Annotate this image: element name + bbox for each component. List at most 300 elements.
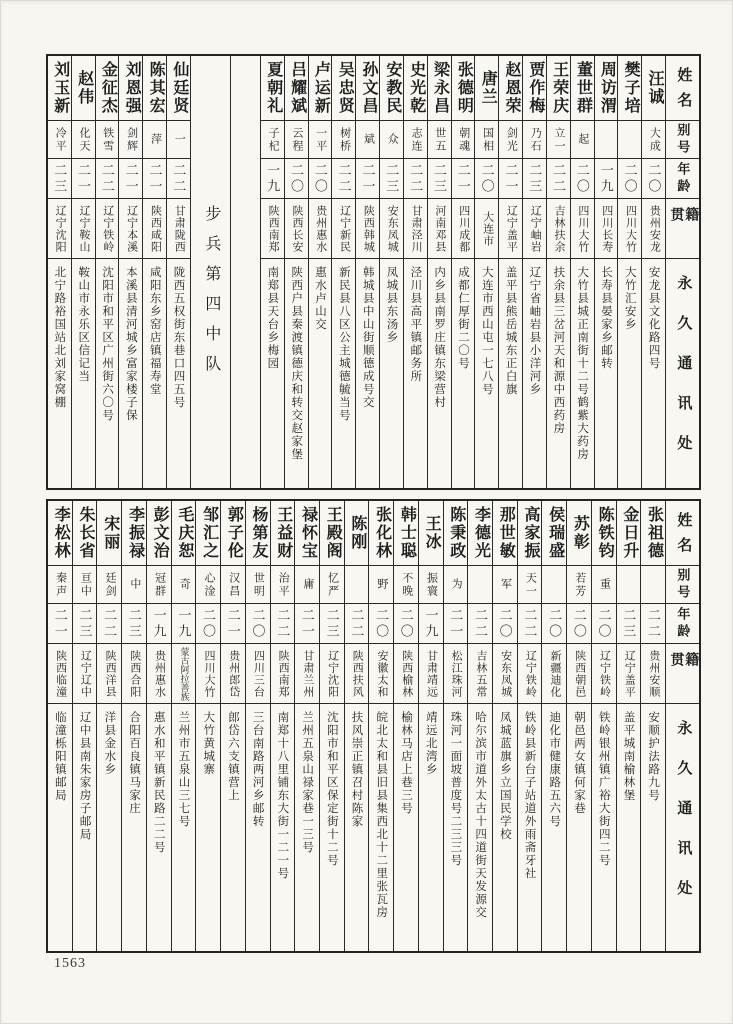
address-cell: 咸阳东乡窑店镇福寿堂 (143, 258, 166, 488)
address-cell: 北宁路裕国站北刘家窝棚 (48, 258, 71, 488)
age-cell: 二一 (221, 603, 245, 643)
hao-cell: 中 (122, 565, 146, 603)
age-cell: 一九 (419, 603, 443, 643)
age-cell: 二三 (320, 603, 344, 643)
name-cell: 吴忠贤 (336, 61, 354, 115)
age-cell: 二二 (96, 158, 119, 198)
native-cell: 辽宁岫岩 (523, 198, 546, 258)
header-native: 籍贯 (666, 643, 699, 703)
name-cell: 梁永昌 (431, 61, 449, 115)
roster-table-top (46, 54, 701, 490)
roster-column (393, 501, 418, 951)
address-cell: 大连市西山屯一七八号 (475, 258, 498, 488)
native-cell: 四川成都 (452, 198, 475, 258)
address-cell: 惠水卢山交 (309, 258, 332, 488)
native-cell: 蒙古阿拉善族 (172, 643, 196, 703)
name-cell: 那世敏 (497, 506, 515, 560)
header-column (665, 501, 699, 951)
age-cell: 二三 (73, 603, 97, 643)
age-cell: 二一 (295, 603, 319, 643)
native-cell: 新疆迪化 (542, 643, 566, 703)
name-cell: 王荣庆 (550, 61, 568, 115)
roster-column (48, 501, 72, 951)
age-cell: 一九 (595, 158, 618, 198)
address-cell: 郎岱六支镇营上 (221, 703, 245, 951)
age-cell: 二三 (617, 603, 641, 643)
address-cell: 内乡县南罗庄镇东梁营村 (428, 258, 451, 488)
hao-cell: 治平 (271, 565, 295, 603)
roster-column (146, 501, 171, 951)
native-cell: 贵州惠水 (147, 643, 171, 703)
hao-cell: 冠群 (147, 565, 171, 603)
name-cell: 金征杰 (99, 61, 117, 115)
hao-cell (595, 120, 618, 158)
name-cell: 邹汇之 (200, 506, 218, 560)
address-cell: 迪化市健康路五六号 (542, 703, 566, 951)
name-cell: 刘恩强 (123, 61, 141, 115)
address-cell: 成都仁厚街二〇号 (452, 258, 475, 488)
roster-column (166, 56, 190, 488)
native-cell: 辽宁铁岭 (96, 198, 119, 258)
hao-cell: 化天 (72, 120, 95, 158)
age-cell: 二〇 (369, 603, 393, 643)
name-cell: 安教民 (383, 61, 401, 115)
age-cell: 一九 (261, 158, 284, 198)
address-cell: 榆林马店上巷三号 (394, 703, 418, 951)
native-cell: 四川大竹 (618, 198, 641, 258)
hao-cell: 众 (380, 120, 403, 158)
name-cell: 彭文治 (151, 506, 169, 560)
hao-cell: 汉昌 (221, 565, 245, 603)
section-title: 步兵第四中队 (202, 205, 220, 385)
address-cell: 大竹县城正南街十二号鹤紫大药房 (571, 258, 594, 488)
native-cell: 陕西临潼 (48, 643, 72, 703)
header-name: 姓名 (675, 512, 692, 562)
hao-cell: 志连 (404, 120, 427, 158)
age-cell: 二〇 (642, 158, 665, 198)
native-cell: 甘肃兰州 (295, 643, 319, 703)
address-cell: 泾川县高平镇邮务所 (404, 258, 427, 488)
age-cell: 二三 (523, 158, 546, 198)
roster-column (641, 56, 665, 488)
header-address: 永久通讯处 (666, 703, 699, 951)
roster-table-bottom (46, 499, 701, 953)
name-cell: 宋丽 (101, 515, 119, 551)
age-cell: 二〇 (309, 158, 332, 198)
hao-cell: 不晚 (394, 565, 418, 603)
roster-column (344, 501, 369, 951)
age-cell: 二一 (452, 158, 475, 198)
name-cell: 周访渭 (598, 61, 616, 115)
roster-column (245, 501, 270, 951)
name-cell: 李德光 (472, 506, 490, 560)
age-cell: 二〇 (592, 603, 616, 643)
hao-cell (641, 565, 665, 603)
name-cell: 贾作梅 (526, 61, 544, 115)
native-cell: 河南邓县 (428, 198, 451, 258)
name-cell: 唐兰 (479, 70, 497, 106)
hao-cell: 若芳 (567, 565, 591, 603)
hao-cell: 一 (167, 120, 190, 158)
page-number: 1563 (54, 956, 86, 971)
address-cell: 新民县八区公主城德毓当号 (332, 258, 355, 488)
name-cell: 刘玉新 (51, 61, 69, 115)
native-cell: 吉林五常 (468, 643, 492, 703)
address-cell: 南郑县天台乡梅园 (261, 258, 284, 488)
name-cell: 孙文昌 (360, 61, 378, 115)
roster-column (594, 56, 618, 488)
native-cell: 陕西南郑 (271, 643, 295, 703)
name-cell: 毛庆恕 (175, 506, 193, 560)
header-age: 年龄 (666, 603, 699, 643)
roster-column (591, 501, 616, 951)
address-cell: 临潼栎阳镇邮局 (48, 703, 72, 951)
age-cell: 二〇 (475, 158, 498, 198)
hao-cell: 野 (369, 565, 393, 603)
hao-cell: 剑辉 (119, 120, 142, 158)
native-cell: 辽宁盖平 (617, 643, 641, 703)
hao-cell: 大成 (642, 120, 665, 158)
name-cell: 金日升 (620, 506, 638, 560)
name-cell: 夏朝礼 (264, 61, 282, 115)
native-cell: 陕西合阳 (122, 643, 146, 703)
hao-cell: 萍 (143, 120, 166, 158)
address-cell: 铁岭县新台子站道外雨斋牙社 (518, 703, 542, 951)
hao-cell: 重 (592, 565, 616, 603)
hao-cell: 世明 (246, 565, 270, 603)
hao-cell: 亘中 (73, 565, 97, 603)
hao-cell: 冷平 (48, 120, 71, 158)
native-cell: 陕西洋县 (97, 643, 121, 703)
name-cell: 侯瑞盛 (546, 506, 564, 560)
header-name: 姓名 (675, 67, 692, 117)
roster-column (403, 56, 427, 488)
roster-column (142, 56, 166, 488)
address-cell: 安龙县文化路四号 (642, 258, 665, 488)
native-cell: 陕西扶风 (345, 643, 369, 703)
address-cell: 安顺护法路九号 (641, 703, 665, 951)
native-cell: 安东凤城 (493, 643, 517, 703)
hao-cell: 云程 (285, 120, 308, 158)
header-native: 籍贯 (666, 198, 699, 258)
address-cell: 鞍山市永乐区信记当 (72, 258, 95, 488)
hao-cell: 世五 (428, 120, 451, 158)
native-cell: 辽宁盖平 (499, 198, 522, 258)
address-cell: 兰州五泉山禄家巷一三号 (295, 703, 319, 951)
age-cell: 二二 (641, 603, 665, 643)
age-cell: 二二 (97, 603, 121, 643)
age-cell: 二二 (271, 603, 295, 643)
name-cell: 陈铁钧 (596, 506, 614, 560)
native-cell: 辽宁沈阳 (48, 198, 71, 258)
roster-column (71, 56, 95, 488)
roster-column (418, 501, 443, 951)
address-cell: 凤城县东汤乡 (380, 258, 403, 488)
address-cell: 皖北太和县旧县集西北十二里张瓦房 (369, 703, 393, 951)
name-cell: 张祖德 (645, 506, 663, 560)
hao-cell: 奇 (172, 565, 196, 603)
roster-column (617, 56, 641, 488)
native-cell: 陕西朝邑 (567, 643, 591, 703)
hao-cell: 剑光 (499, 120, 522, 158)
address-cell: 长寿县晏家乡邮转 (595, 258, 618, 488)
hao-cell: 立一 (547, 120, 570, 158)
hao-cell: 一平 (309, 120, 332, 158)
age-cell: 二一 (48, 603, 72, 643)
roster-column (270, 501, 295, 951)
address-cell: 南郑十八里铺东大街一二一号 (271, 703, 295, 951)
native-cell: 辽宁辽中 (73, 643, 97, 703)
hao-cell (468, 565, 492, 603)
native-cell: 陕西韩城 (356, 198, 379, 258)
age-cell: 二〇 (246, 603, 270, 643)
native-cell: 辽宁鞍山 (72, 198, 95, 258)
address-cell: 大竹汇安乡 (618, 258, 641, 488)
roster-column (171, 501, 196, 951)
age-cell: 二二 (547, 158, 570, 198)
age-cell: 二〇 (394, 603, 418, 643)
name-cell: 赵恩荣 (503, 61, 521, 115)
header-age: 年龄 (666, 158, 699, 198)
roster-column (451, 56, 475, 488)
hao-cell: 军 (493, 565, 517, 603)
address-cell: 大竹黄城寨 (196, 703, 220, 951)
roster-column (195, 501, 220, 951)
age-cell: 二三 (380, 158, 403, 198)
address-cell: 惠水和平镇新民路二二号 (147, 703, 171, 951)
hao-cell: 乃石 (523, 120, 546, 158)
native-cell: 安东凤城 (380, 198, 403, 258)
age-cell: 一九 (147, 603, 171, 643)
native-cell: 安徽太和 (369, 643, 393, 703)
hao-cell: 秦声 (48, 565, 72, 603)
name-cell: 王益财 (274, 506, 292, 560)
roster-column (260, 56, 284, 488)
roster-column (220, 501, 245, 951)
name-cell: 苏彰 (571, 515, 589, 551)
native-cell: 贵州惠水 (309, 198, 332, 258)
name-cell: 禄怀宝 (299, 506, 317, 560)
hao-cell: 振寰 (419, 565, 443, 603)
hao-cell: 忆严 (320, 565, 344, 603)
hao-cell: 铁雪 (96, 120, 119, 158)
address-cell: 合阳百良镇马家庄 (122, 703, 146, 951)
address-cell: 哈尔滨市道外太古十四道街天发源交 (468, 703, 492, 951)
address-cell: 沈阳市和平区保定街十二号 (320, 703, 344, 951)
native-cell: 贵州郎岱 (221, 643, 245, 703)
roster-column (118, 56, 142, 488)
address-cell: 珠河一面坡普度号二三三号 (444, 703, 468, 951)
native-cell: 贵州安顺 (641, 643, 665, 703)
name-cell: 卢运新 (312, 61, 330, 115)
roster-column (566, 501, 591, 951)
hao-cell: 起 (571, 120, 594, 158)
roster-column (48, 56, 71, 488)
address-cell: 扶风崇正镇召村陈家 (345, 703, 369, 951)
hao-cell (618, 120, 641, 158)
age-cell: 二〇 (542, 603, 566, 643)
roster-column (522, 56, 546, 488)
age-cell: 二三 (428, 158, 451, 198)
name-cell: 陈刚 (348, 515, 366, 551)
hao-cell: 为 (444, 565, 468, 603)
name-cell: 仙廷贤 (170, 61, 188, 115)
age-cell: 二二 (404, 158, 427, 198)
age-cell: 一九 (172, 603, 196, 643)
roster-column (95, 56, 119, 488)
age-cell: 二一 (444, 603, 468, 643)
age-cell: 二〇 (571, 158, 594, 198)
address-cell: 兰州市五泉山三七号 (172, 703, 196, 951)
native-cell: 松江珠河 (444, 643, 468, 703)
header-address: 永久通讯处 (666, 258, 699, 488)
hao-cell: 心淦 (196, 565, 220, 603)
name-cell: 樊子培 (622, 61, 640, 115)
native-cell: 四川长寿 (595, 198, 618, 258)
native-cell: 陕西长安 (285, 198, 308, 258)
native-cell: 辽宁铁岭 (592, 643, 616, 703)
native-cell: 辽宁沈阳 (320, 643, 344, 703)
address-cell: 朝邑两女镇何家巷 (567, 703, 591, 951)
name-cell: 韩士聪 (398, 506, 416, 560)
address-cell: 陇西五权街东巷口四五号 (167, 258, 190, 488)
hao-cell: 国相 (475, 120, 498, 158)
native-cell: 陕西榆林 (394, 643, 418, 703)
name-cell: 董世群 (574, 61, 592, 115)
roster-column (546, 56, 570, 488)
roster-column (96, 501, 121, 951)
name-cell: 朱长省 (77, 506, 95, 560)
native-cell: 大连市 (475, 198, 498, 258)
spacer-cell (231, 56, 260, 488)
address-cell: 辽中县南朱家房子邮局 (73, 703, 97, 951)
hao-cell: 子杞 (261, 120, 284, 158)
name-cell: 张德明 (455, 61, 473, 115)
address-cell: 韩城县中山街顺德成号交 (356, 258, 379, 488)
address-cell: 扶余县三岔河天和源中西药房 (547, 258, 570, 488)
name-cell: 陈其宏 (147, 61, 165, 115)
native-cell: 四川大竹 (196, 643, 220, 703)
age-cell: 二一 (356, 158, 379, 198)
header-hao: 别号 (666, 565, 699, 603)
name-cell: 史光乾 (407, 61, 425, 115)
age-cell: 二〇 (196, 603, 220, 643)
address-cell: 靖远北湾乡 (419, 703, 443, 951)
name-cell: 王冰 (423, 515, 441, 551)
roster-column (379, 56, 403, 488)
roster-column (570, 56, 594, 488)
native-cell: 甘肃靖远 (419, 643, 443, 703)
roster-column (121, 501, 146, 951)
roster-column (541, 501, 566, 951)
address-cell: 本溪县清河城乡富家楼子保 (119, 258, 142, 488)
address-cell: 三台南路两河乡邮转 (246, 703, 270, 951)
roster-column (368, 501, 393, 951)
roster-column (517, 501, 542, 951)
age-cell: 二〇 (618, 158, 641, 198)
address-cell: 沈阳市和平区广州街六〇号 (96, 258, 119, 488)
address-cell: 铁岭银州镇广裕大街四二号 (592, 703, 616, 951)
hao-cell (345, 565, 369, 603)
age-cell: 二一 (143, 158, 166, 198)
roster-column (492, 501, 517, 951)
native-cell: 陕西咸阳 (143, 198, 166, 258)
native-cell: 吉林扶余 (547, 198, 570, 258)
roster-column (355, 56, 379, 488)
hao-cell: 廷剑 (97, 565, 121, 603)
hao-cell: 朝魂 (452, 120, 475, 158)
name-cell: 吕耀斌 (288, 61, 306, 115)
native-cell: 四川三台 (246, 643, 270, 703)
roster-column (467, 501, 492, 951)
name-cell: 赵伟 (75, 70, 93, 106)
age-cell: 二二 (518, 603, 542, 643)
address-cell: 盖平城南榆林堡 (617, 703, 641, 951)
roster-column (308, 56, 332, 488)
native-cell: 四川大竹 (571, 198, 594, 258)
hao-cell: 天一 (518, 565, 542, 603)
native-cell: 陕西南郑 (261, 198, 284, 258)
address-cell: 盖平县熊岳城东正白旗 (499, 258, 522, 488)
name-cell: 王殿阁 (324, 506, 342, 560)
roster-column (319, 501, 344, 951)
address-cell: 辽宁省岫岩县小洋河乡 (523, 258, 546, 488)
name-cell: 高家振 (521, 506, 539, 560)
name-cell: 杨第友 (250, 506, 268, 560)
hao-cell: 斌 (356, 120, 379, 158)
header-hao: 别号 (666, 120, 699, 158)
age-cell: 二一 (119, 158, 142, 198)
roster-column (616, 501, 641, 951)
age-cell: 二二 (345, 603, 369, 643)
age-cell: 二〇 (567, 603, 591, 643)
age-cell: 二〇 (285, 158, 308, 198)
name-cell: 张化林 (373, 506, 391, 560)
hao-cell (542, 565, 566, 603)
native-cell: 辽宁新民 (332, 198, 355, 258)
address-cell: 凤城蓝旗乡立国民学校 (493, 703, 517, 951)
native-cell: 甘肃陇西 (167, 198, 190, 258)
roster-column (72, 501, 97, 951)
age-cell: 二一 (72, 158, 95, 198)
age-cell: 二一 (499, 158, 522, 198)
age-cell: 二二 (468, 603, 492, 643)
native-cell: 贵州安龙 (642, 198, 665, 258)
name-cell: 李松林 (52, 506, 70, 560)
roster-column (294, 501, 319, 951)
age-cell: 二二 (167, 158, 190, 198)
roster-column (640, 501, 665, 951)
address-cell: 洋县金水乡 (97, 703, 121, 951)
roster-column (498, 56, 522, 488)
hao-cell: 树桥 (332, 120, 355, 158)
name-cell: 郭子伦 (225, 506, 243, 560)
age-cell: 二三 (48, 158, 71, 198)
native-cell: 辽宁铁岭 (518, 643, 542, 703)
roster-column (443, 501, 468, 951)
age-cell: 二〇 (493, 603, 517, 643)
hao-cell: 庸 (295, 565, 319, 603)
spacer-column (230, 56, 260, 488)
hao-cell (617, 565, 641, 603)
native-cell: 辽宁本溪 (119, 198, 142, 258)
roster-column (331, 56, 355, 488)
age-cell: 二二 (332, 158, 355, 198)
roster-column (284, 56, 308, 488)
age-cell: 二三 (122, 603, 146, 643)
roster-column (427, 56, 451, 488)
section-title-column (190, 56, 230, 488)
